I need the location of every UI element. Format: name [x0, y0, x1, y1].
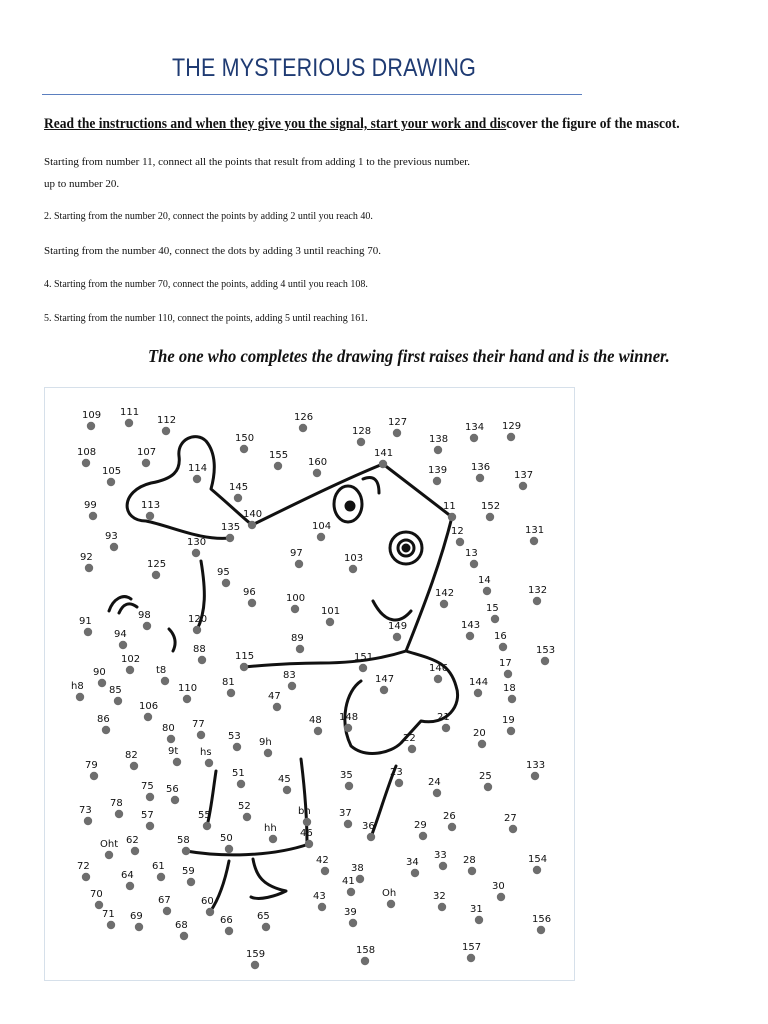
dot-to-dot-puzzle [44, 387, 575, 981]
puzzle-dot [167, 735, 175, 743]
puzzle-dot-label: 90 [93, 667, 106, 678]
puzzle-dot [533, 597, 541, 605]
puzzle-dot-label: 25 [479, 771, 492, 782]
puzzle-dot-label: 46 [300, 828, 313, 839]
puzzle-dot [448, 823, 456, 831]
puzzle-dot-label: 128 [352, 426, 372, 437]
puzzle-dot-label: Oh [382, 888, 397, 899]
puzzle-dot [288, 682, 296, 690]
puzzle-dot [76, 693, 84, 701]
puzzle-dot-label: 129 [502, 421, 522, 432]
puzzle-dot-label: 97 [290, 548, 303, 559]
puzzle-dot [205, 759, 213, 767]
instruction-3: Starting from the number 40, connect the dots by adding 3 until reaching 70. [44, 245, 381, 257]
puzzle-dot [248, 521, 256, 529]
puzzle-dot [440, 600, 448, 608]
instruction-1-continued: up to number 20. [44, 178, 120, 190]
puzzle-dot-label: 86 [97, 714, 110, 725]
puzzle-dot-label: 88 [193, 644, 206, 655]
puzzle-dot-label: 142 [435, 588, 455, 599]
puzzle-dot-label: 17 [499, 658, 512, 669]
instruction-4: 4. Starting from the number 70, connect the points, adding 4 until you reach 108. [44, 279, 368, 290]
puzzle-dot [264, 749, 272, 757]
puzzle-dot [303, 818, 311, 826]
puzzle-dot [317, 533, 325, 541]
puzzle-dot [305, 840, 313, 848]
puzzle-dot [243, 813, 251, 821]
title-divider [42, 94, 582, 95]
puzzle-dot [226, 534, 234, 542]
puzzle-dot [486, 513, 494, 521]
puzzle-dot [119, 641, 127, 649]
puzzle-dot [142, 459, 150, 467]
puzzle-dot [357, 438, 365, 446]
puzzle-dot [240, 445, 248, 453]
puzzle-dot-label: 140 [243, 509, 263, 520]
puzzle-dot [499, 643, 507, 651]
puzzle-dot-label: 41 [342, 876, 355, 887]
puzzle-dot [530, 537, 538, 545]
puzzle-dot [248, 599, 256, 607]
puzzle-dot-label: 31 [470, 904, 483, 915]
puzzle-dot-label: 114 [188, 463, 208, 474]
puzzle-dot [476, 474, 484, 482]
puzzle-dot [467, 954, 475, 962]
puzzle-dot [105, 851, 113, 859]
puzzle-dot [171, 796, 179, 804]
puzzle-dot [197, 731, 205, 739]
puzzle-dot [203, 822, 211, 830]
puzzle-dot [90, 772, 98, 780]
instruction-5: 5. Starting from the number 110, connect the points, adding 5 until reaching 161. [44, 313, 368, 324]
puzzle-dot [393, 633, 401, 641]
puzzle-dot [283, 786, 291, 794]
puzzle-dot-label: 12 [451, 526, 464, 537]
puzzle-dot [344, 820, 352, 828]
puzzle-dot [474, 689, 482, 697]
puzzle-dot-label: 158 [356, 945, 376, 956]
puzzle-dot [225, 845, 233, 853]
puzzle-dot-label: 132 [528, 585, 548, 596]
puzzle-dot [183, 695, 191, 703]
puzzle-dot [367, 833, 375, 841]
puzzle-dot [408, 745, 416, 753]
puzzle-dot [135, 923, 143, 931]
puzzle-dot-label: 136 [471, 462, 491, 473]
puzzle-dot [296, 645, 304, 653]
puzzle-dot-label: 30 [492, 881, 505, 892]
puzzle-dot-label: 157 [462, 942, 482, 953]
puzzle-dot [115, 810, 123, 818]
puzzle-dots [71, 407, 555, 969]
puzzle-dot-label: 93 [105, 531, 118, 542]
puzzle-dot [344, 724, 352, 732]
puzzle-dot [130, 762, 138, 770]
puzzle-dot-label: 104 [312, 521, 332, 532]
puzzle-dot-label: 58 [177, 835, 190, 846]
puzzle-dot [126, 882, 134, 890]
lead-instruction [44, 116, 680, 133]
puzzle-dot-label: 99 [84, 500, 97, 511]
puzzle-dot [157, 873, 165, 881]
puzzle-dot-label: 59 [182, 866, 195, 877]
puzzle-dot-label: 23 [390, 767, 403, 778]
puzzle-dot-label: 131 [525, 525, 545, 536]
puzzle-dot-label: 66 [220, 915, 233, 926]
puzzle-dot [227, 689, 235, 697]
puzzle-dot [146, 512, 154, 520]
puzzle-dot [442, 724, 450, 732]
puzzle-dot-label: 112 [157, 415, 177, 426]
puzzle-dot-label: 125 [147, 559, 167, 570]
puzzle-dot [448, 513, 456, 521]
puzzle-dot-label: 91 [79, 616, 92, 627]
puzzle-dot [434, 675, 442, 683]
puzzle-dot-label: 38 [351, 863, 364, 874]
puzzle-dot [192, 549, 200, 557]
puzzle-dot [274, 462, 282, 470]
puzzle-dot-label: 42 [316, 855, 329, 866]
instruction-1: Starting from number 11, connect all the points that result from adding 1 to the previous number. [44, 156, 471, 168]
puzzle-dot-label: 15 [486, 603, 499, 614]
puzzle-dot [504, 670, 512, 678]
puzzle-dot [193, 475, 201, 483]
puzzle-dot-label: 94 [114, 629, 127, 640]
puzzle-dot-label: 144 [469, 677, 489, 688]
puzzle-dot [468, 867, 476, 875]
puzzle-dot-label: 81 [222, 677, 235, 688]
puzzle-dot-label: 130 [187, 537, 207, 548]
puzzle-dot-label: 98 [138, 610, 151, 621]
puzzle-dot-label: 20 [473, 728, 486, 739]
puzzle-dot-label: 60 [201, 896, 214, 907]
puzzle-dot-label: 102 [121, 654, 141, 665]
puzzle-dot [146, 822, 154, 830]
puzzle-dot-label: 137 [514, 470, 534, 481]
puzzle-dot-label: Oht [100, 839, 119, 850]
puzzle-dot-label: 56 [166, 784, 179, 795]
puzzle-dot [102, 726, 110, 734]
puzzle-dot [299, 424, 307, 432]
puzzle-dot [84, 628, 92, 636]
puzzle-dot [533, 866, 541, 874]
puzzle-dot-label: 73 [79, 805, 92, 816]
puzzle-dot [144, 713, 152, 721]
puzzle-dot [240, 663, 248, 671]
puzzle-dot-label: 69 [130, 911, 143, 922]
puzzle-dot-label: 48 [309, 715, 322, 726]
puzzle-dot-label: 78 [110, 798, 123, 809]
puzzle-dot [345, 782, 353, 790]
puzzle-dot [295, 560, 303, 568]
puzzle-dot [161, 677, 169, 685]
puzzle-dot-label: 127 [388, 417, 408, 428]
puzzle-dot [82, 873, 90, 881]
puzzle-dot-label: 152 [481, 501, 501, 512]
puzzle-dot-label: 109 [82, 410, 102, 421]
puzzle-dot [507, 433, 515, 441]
puzzle-dot [356, 875, 364, 883]
puzzle-dot-label: 108 [77, 447, 97, 458]
puzzle-dot [269, 835, 277, 843]
puzzle-dot [478, 740, 486, 748]
puzzle-dot-label: 34 [406, 857, 419, 868]
puzzle-dot [82, 459, 90, 467]
puzzle-dot [509, 825, 517, 833]
page-title: THE MYSTERIOUS DRAWING [172, 54, 477, 82]
puzzle-dot [114, 697, 122, 705]
puzzle-dot [233, 743, 241, 751]
puzzle-dot-label: 43 [313, 891, 326, 902]
puzzle-dot-label: 67 [158, 895, 171, 906]
puzzle-dot-label: 115 [235, 651, 255, 662]
puzzle-dot-label: 154 [528, 854, 548, 865]
puzzle-dot [125, 419, 133, 427]
puzzle-dot-label: 9h [259, 737, 272, 748]
puzzle-dot-label: 135 [221, 522, 241, 533]
puzzle-dot [326, 618, 334, 626]
puzzle-dot [508, 695, 516, 703]
puzzle-dot-label: bh [298, 806, 311, 817]
puzzle-canvas [45, 388, 574, 980]
lead-underlined-text: Read the instructions and when they give you the signal, start your work and dis [44, 116, 507, 132]
puzzle-dot [173, 758, 181, 766]
puzzle-dot [419, 832, 427, 840]
puzzle-dot-label: 22 [403, 733, 416, 744]
puzzle-dot-label: 77 [192, 719, 205, 730]
puzzle-dot [152, 571, 160, 579]
puzzle-dot-label: 82 [125, 750, 138, 761]
puzzle-dot [484, 783, 492, 791]
puzzle-dot-label: 29 [414, 820, 427, 831]
puzzle-dot-label: 24 [428, 777, 441, 788]
puzzle-dot [182, 847, 190, 855]
puzzle-dot-label: 139 [428, 465, 448, 476]
puzzle-dot [531, 772, 539, 780]
puzzle-dot-label: 32 [433, 891, 446, 902]
puzzle-dot [313, 469, 321, 477]
puzzle-dot [234, 494, 242, 502]
puzzle-dot-label: 51 [232, 768, 245, 779]
puzzle-dot-label: 9t [168, 746, 179, 757]
puzzle-dot [251, 961, 259, 969]
puzzle-dot-label: 120 [188, 614, 208, 625]
puzzle-dot [347, 888, 355, 896]
puzzle-dot [507, 727, 515, 735]
puzzle-dot [361, 957, 369, 965]
puzzle-dot [393, 429, 401, 437]
puzzle-dot [438, 903, 446, 911]
puzzle-dot-label: 155 [269, 450, 289, 461]
puzzle-dot [491, 615, 499, 623]
puzzle-dot-label: 27 [504, 813, 517, 824]
puzzle-dot [126, 666, 134, 674]
winner-note: The one who completes the drawing first raises their hand and is the winner. [148, 346, 670, 366]
puzzle-dot [411, 869, 419, 877]
puzzle-dot-label: 160 [308, 457, 328, 468]
puzzle-dot-label: 147 [375, 674, 395, 685]
puzzle-dot [131, 847, 139, 855]
puzzle-dot [146, 793, 154, 801]
puzzle-dot-label: 37 [339, 808, 352, 819]
puzzle-dot-label: 52 [238, 801, 251, 812]
puzzle-dot [321, 867, 329, 875]
puzzle-dot-label: 11 [443, 501, 456, 512]
puzzle-dot-label: 19 [502, 715, 515, 726]
puzzle-dot-label: 107 [137, 447, 157, 458]
puzzle-dot [107, 478, 115, 486]
puzzle-dot-label: h8 [71, 681, 84, 692]
puzzle-dot-label: 65 [257, 911, 270, 922]
puzzle-dot [180, 932, 188, 940]
puzzle-dot-label: 33 [434, 850, 447, 861]
puzzle-dot-label: 45 [278, 774, 291, 785]
puzzle-dot-label: 92 [80, 552, 93, 563]
puzzle-dot-label: 95 [217, 567, 230, 578]
puzzle-dot [379, 460, 387, 468]
puzzle-dot-label: 28 [463, 855, 476, 866]
puzzle-dot-label: 57 [141, 810, 154, 821]
puzzle-dot [466, 632, 474, 640]
puzzle-dot [434, 446, 442, 454]
puzzle-dot-label: 16 [494, 631, 507, 642]
puzzle-dot-label: 141 [374, 448, 394, 459]
puzzle-dot-label: 50 [220, 833, 233, 844]
puzzle-dot [187, 878, 195, 886]
puzzle-dot-label: 149 [388, 621, 408, 632]
puzzle-dot [519, 482, 527, 490]
puzzle-dot-label: 126 [294, 412, 314, 423]
puzzle-dot-label: 113 [141, 500, 161, 511]
puzzle-dot-label: 85 [109, 685, 122, 696]
puzzle-dot [237, 780, 245, 788]
puzzle-dot [163, 907, 171, 915]
puzzle-dot [380, 686, 388, 694]
puzzle-dot [456, 538, 464, 546]
puzzle-dot [273, 703, 281, 711]
puzzle-dot-label: 39 [344, 907, 357, 918]
puzzle-dot-label: 138 [429, 434, 449, 445]
puzzle-dot-label: 159 [246, 949, 266, 960]
puzzle-dot-label: 64 [121, 870, 134, 881]
puzzle-dot-label: 61 [152, 861, 165, 872]
puzzle-dot [262, 923, 270, 931]
puzzle-dot [143, 622, 151, 630]
puzzle-dot-label: 100 [286, 593, 306, 604]
puzzle-dot-label: 80 [162, 723, 175, 734]
puzzle-dot [349, 919, 357, 927]
puzzle-dot [387, 900, 395, 908]
puzzle-dot [359, 664, 367, 672]
puzzle-dot [107, 921, 115, 929]
puzzle-dot-label: 106 [139, 701, 159, 712]
puzzle-dot-label: 72 [77, 861, 90, 872]
puzzle-dot [110, 543, 118, 551]
puzzle-dot [84, 817, 92, 825]
puzzle-dot-label: 133 [526, 760, 546, 771]
puzzle-dot-label: 143 [461, 620, 481, 631]
puzzle-dot [537, 926, 545, 934]
puzzle-dot [206, 908, 214, 916]
puzzle-dot [95, 901, 103, 909]
puzzle-dot [470, 434, 478, 442]
puzzle-dot [433, 477, 441, 485]
puzzle-dot-label: 153 [536, 645, 556, 656]
puzzle-dot-label: 70 [90, 889, 103, 900]
puzzle-dot [314, 727, 322, 735]
puzzle-dot-label: 145 [229, 482, 249, 493]
puzzle-dot-label: 75 [141, 781, 154, 792]
puzzle-dot-label: hh [264, 823, 277, 834]
puzzle-dot-label: 146 [429, 663, 449, 674]
puzzle-dot-label: 150 [235, 433, 255, 444]
puzzle-dot-label: 18 [503, 683, 516, 694]
puzzle-dot [541, 657, 549, 665]
puzzle-dot-label: 35 [340, 770, 353, 781]
puzzle-dot-label: 105 [102, 466, 122, 477]
puzzle-dot [225, 927, 233, 935]
puzzle-dot-label: 156 [532, 914, 552, 925]
puzzle-dot [439, 862, 447, 870]
puzzle-dot-label: 14 [478, 575, 491, 586]
puzzle-dot-label: 151 [354, 652, 374, 663]
puzzle-dot-label: hs [200, 747, 212, 758]
instruction-2: 2. Starting from the number 20, connect the points by adding 2 until you reach 40. [44, 211, 373, 222]
puzzle-dot-label: 53 [228, 731, 241, 742]
puzzle-dot-label: 21 [437, 712, 450, 723]
lead-rest-text: cover the figure of the mascot. [506, 116, 680, 132]
puzzle-dot [89, 512, 97, 520]
puzzle-dot [162, 427, 170, 435]
puzzle-dot [470, 560, 478, 568]
puzzle-dot-label: 79 [85, 760, 98, 771]
puzzle-dot [483, 587, 491, 595]
puzzle-dot [475, 916, 483, 924]
puzzle-dot [395, 779, 403, 787]
puzzle-dot [433, 789, 441, 797]
puzzle-dot-label: 89 [291, 633, 304, 644]
puzzle-dot-label: 13 [465, 548, 478, 559]
puzzle-dot-label: 26 [443, 811, 456, 822]
puzzle-dot [349, 565, 357, 573]
puzzle-dot [318, 903, 326, 911]
puzzle-dot-label: 47 [268, 691, 281, 702]
puzzle-dot-label: 36 [362, 821, 375, 832]
puzzle-dot-label: 68 [175, 920, 188, 931]
puzzle-dot [222, 579, 230, 587]
puzzle-dot-label: 71 [102, 909, 115, 920]
puzzle-dot [291, 605, 299, 613]
puzzle-dot-label: 55 [198, 810, 211, 821]
puzzle-dot-label: 83 [283, 670, 296, 681]
puzzle-dot [85, 564, 93, 572]
puzzle-dot-label: 134 [465, 422, 485, 433]
puzzle-dot [87, 422, 95, 430]
puzzle-dot-label: 111 [120, 407, 140, 418]
puzzle-dot-label: 103 [344, 553, 364, 564]
puzzle-dot-label: 96 [243, 587, 256, 598]
puzzle-dot-label: 62 [126, 835, 139, 846]
puzzle-dot-label: 101 [321, 606, 341, 617]
puzzle-dot-label: 110 [178, 683, 198, 694]
puzzle-dot [98, 679, 106, 687]
puzzle-dot-label: t8 [156, 665, 167, 676]
puzzle-dot [198, 656, 206, 664]
puzzle-dot [193, 626, 201, 634]
puzzle-dot [497, 893, 505, 901]
puzzle-dot-label: 148 [339, 712, 359, 723]
